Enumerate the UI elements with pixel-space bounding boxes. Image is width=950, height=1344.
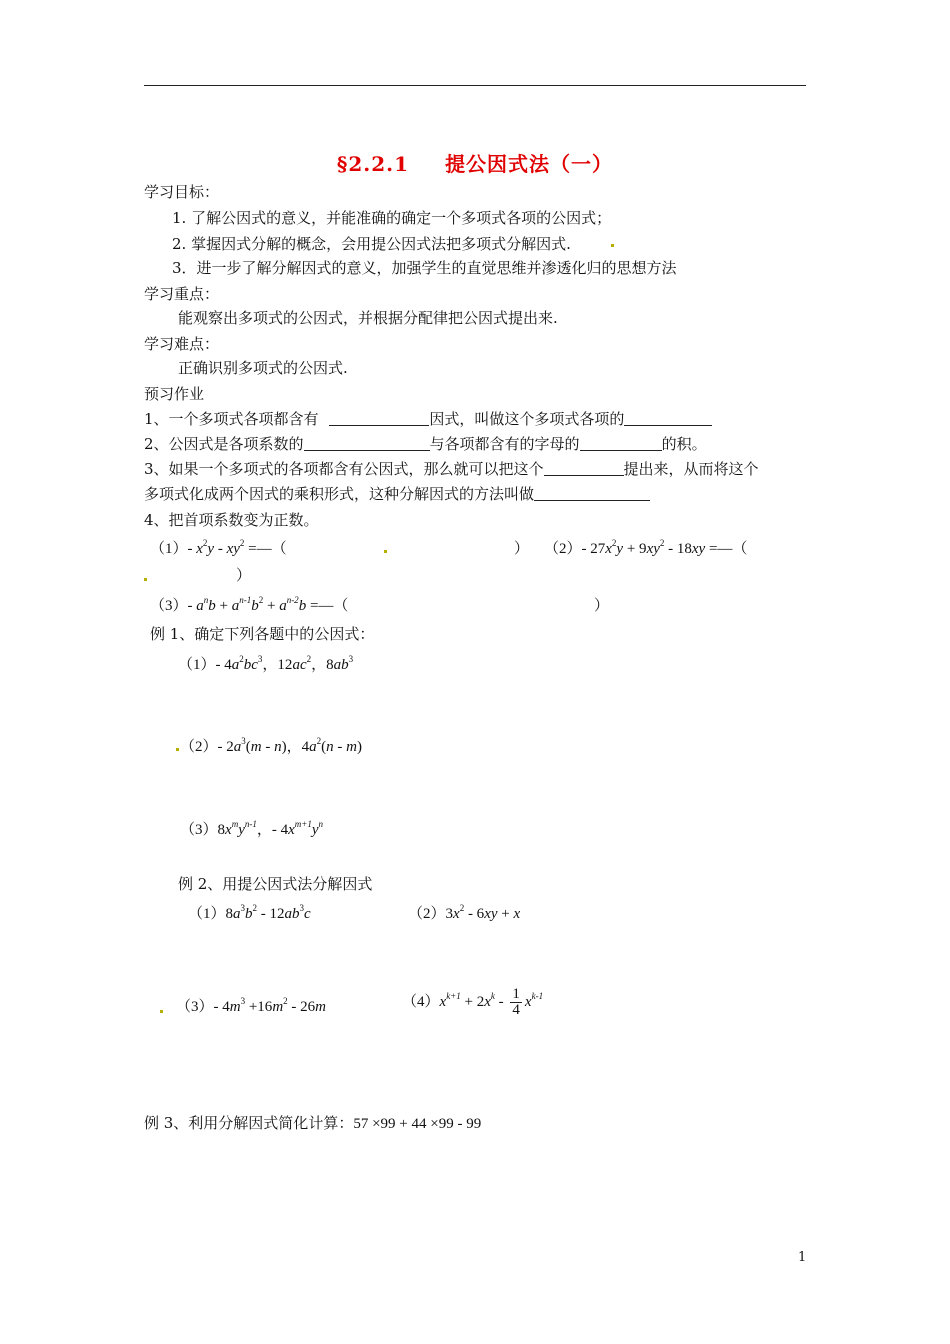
q4-item-1-close: ） — [514, 541, 530, 557]
key-text: 能观察出多项式的公因式，并根据分配律把公因式提出来. — [178, 309, 558, 327]
q3-text-b: 提出来，从而将这个 — [623, 460, 759, 478]
example-2-item-3: （3）- $4m^3 +16m^2 - 26m$ — [176, 996, 326, 1015]
key-heading: 学习重点： — [144, 285, 220, 303]
q1-blank-1[interactable] — [329, 411, 429, 426]
q1-text-b: 因式，叫做这个多项式各项的 — [429, 410, 625, 428]
example-2-item-2: $(2)3x^2 - 6xy + x$ — [408, 903, 521, 922]
q2-blank-2[interactable] — [580, 436, 662, 451]
goal-item-2: 2. 掌握因式分解的概念，会用提公因式法把多项式分解因式. — [172, 235, 571, 253]
section-title: 提公因式法（一） — [445, 152, 614, 176]
scan-dot — [611, 244, 614, 247]
difficulty-heading: 学习难点： — [144, 335, 220, 353]
example-3 — [144, 1113, 481, 1134]
fraction-one-quarter: $\frac{1}{4}$ — [512, 986, 520, 1019]
q3-text-a: 3、如果一个多项式的各项都含有公因式，那么就可以把这个 — [144, 460, 544, 478]
page-title — [0, 148, 950, 177]
example-3-expression: 57 ×99 + 44 ×99 - 99 — [353, 1116, 482, 1132]
example-1-item-1: （1）- $4a^2bc^3$，$12ac^2$，$8ab^3$ — [178, 654, 354, 673]
preview-question-4: 4、把首项系数变为正数。 — [144, 511, 319, 529]
q4-item-3: （3）- $a^nb + a^{n-1}b^2 + a^{n-2}b$ =—（ — [150, 595, 349, 614]
q3-text-c: 多项式化成两个因式的乘积形式，这种分解因式的方法叫做 — [144, 485, 535, 503]
example-1-heading: 例 1、确定下列各题中的公因式： — [150, 625, 375, 643]
goals-heading: 学习目标： — [144, 183, 220, 201]
example-2-item-4: $(4)x^{k+1} + 2x^k$ - $\frac{1}{4}$ $x^{k-1}$ — [402, 986, 544, 1019]
q4-item-2-close: ） — [236, 568, 252, 584]
goal-item-1: 1. 了解公因式的意义，并能准确的确定一个多项式各项的公因式； — [172, 209, 612, 227]
q4-item-3-close: ） — [594, 598, 610, 614]
q2-blank-1[interactable] — [304, 436, 430, 451]
preview-question-2 — [144, 434, 707, 454]
scan-dot — [160, 1010, 163, 1013]
q4-item-2: （2）- $27x^2y + 9xy^2 - 18xy$ =—（ — [544, 538, 748, 557]
goal-item-3: 3．进一步了解分解因式的意义，加强学生的直觉思维并渗透化归的思想方法 — [172, 259, 677, 277]
q2-text-a: 2、公因式是各项系数的 — [144, 435, 304, 453]
q2-text-b: 与各项都含有的字母的 — [429, 435, 580, 453]
q2-text-c: 的积。 — [661, 435, 707, 453]
page-number: 1 — [798, 1250, 807, 1265]
section-number: §2.2.1 — [336, 152, 410, 176]
preview-question-3-cont — [144, 484, 650, 504]
scan-dot — [144, 578, 147, 581]
scan-dot — [384, 550, 387, 553]
q3-blank-1[interactable] — [544, 461, 624, 476]
example-1-item-2: （2）- $2a^3(m - n)$，$4a^2(n - m)$ — [180, 736, 362, 755]
example-2-heading: 例 2、用提公因式法分解因式 — [178, 875, 373, 893]
difficulty-text: 正确识别多项式的公因式. — [178, 359, 348, 377]
preview-question-3 — [144, 459, 759, 479]
preview-heading: 预习作业 — [144, 385, 205, 403]
q4-item-1: （1）- $x^2y - xy^2$ =—（ — [150, 538, 287, 557]
header-rule — [144, 85, 806, 86]
preview-question-1 — [144, 409, 712, 429]
q3-blank-2[interactable] — [534, 486, 650, 501]
q1-text-a: 1、一个多项式各项都含有 — [144, 410, 319, 428]
example-3-heading: 例 3、利用分解因式简化计算： — [144, 1114, 354, 1132]
example-2-item-1: $(1)8a^3b^2 - 12ab^3c$ — [188, 903, 311, 922]
example-1-item-3: $(3)8x^my^{n-1}$，- $4x^{m+1}y^n$ — [180, 819, 324, 838]
q1-blank-2[interactable] — [624, 411, 712, 426]
scan-dot — [176, 748, 179, 751]
